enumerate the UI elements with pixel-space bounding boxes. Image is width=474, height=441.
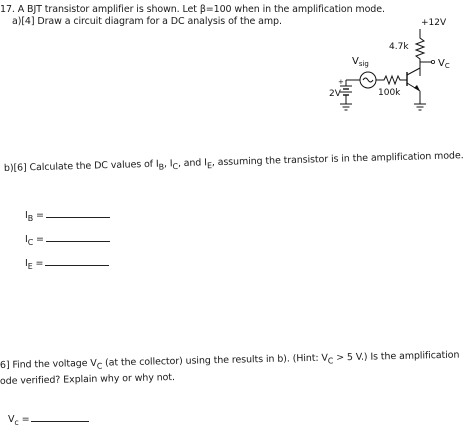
vc-answer-row [8,412,89,427]
ib-answer-blank[interactable] [46,208,110,218]
vc-node-label: $V_C$ [438,58,450,70]
ie-answer-blank[interactable] [45,256,109,266]
part-c-prompt-line2: ode verified? Explain why or why not. [0,372,176,387]
rb-label: 100k [378,88,401,98]
ic-label: $I_C$ = [25,234,44,247]
battery-plus: + [338,78,344,86]
vc-answer-blank[interactable] [31,412,89,422]
ie-answer-row [25,256,109,271]
base-resistor [380,76,407,84]
part-a-prompt: a)[4] Draw a circuit diagram for a DC analysis of the amp. [12,16,282,27]
question-header: 17. A BJT transistor amplifier is shown. Let β=100 when in the amplification mode. [0,4,385,15]
collector-resistor [416,34,424,64]
transistor-collector [407,68,420,75]
part-b-prompt: b)[6] Calculate the DC values of $I_B$, $I_C$, and $I_E$, assuming the transistor is in the amplification mode. [3,150,464,174]
part-c-prompt-line1: 6] Find the voltage $V_C$ (at the collector) using the results in b). (Hint: $V_C > 5$ V.) Is the amplification [0,349,460,371]
ic-answer-row [25,232,110,247]
ic-answer-blank[interactable] [46,232,110,242]
rc-label: 4.7k [389,42,409,52]
ib-answer-row [25,208,110,223]
supply-label: +12V [421,18,447,28]
vsig-label: $V_{sig}$ [352,56,369,68]
vc-label: $V_c$ = [8,414,30,427]
emitter-arrow [414,85,420,91]
sine-icon [363,78,373,82]
ie-label: $I_E$ = [25,258,44,271]
ib-label: $I_B$ = [25,210,44,223]
vbb-label: 2V [329,89,341,99]
